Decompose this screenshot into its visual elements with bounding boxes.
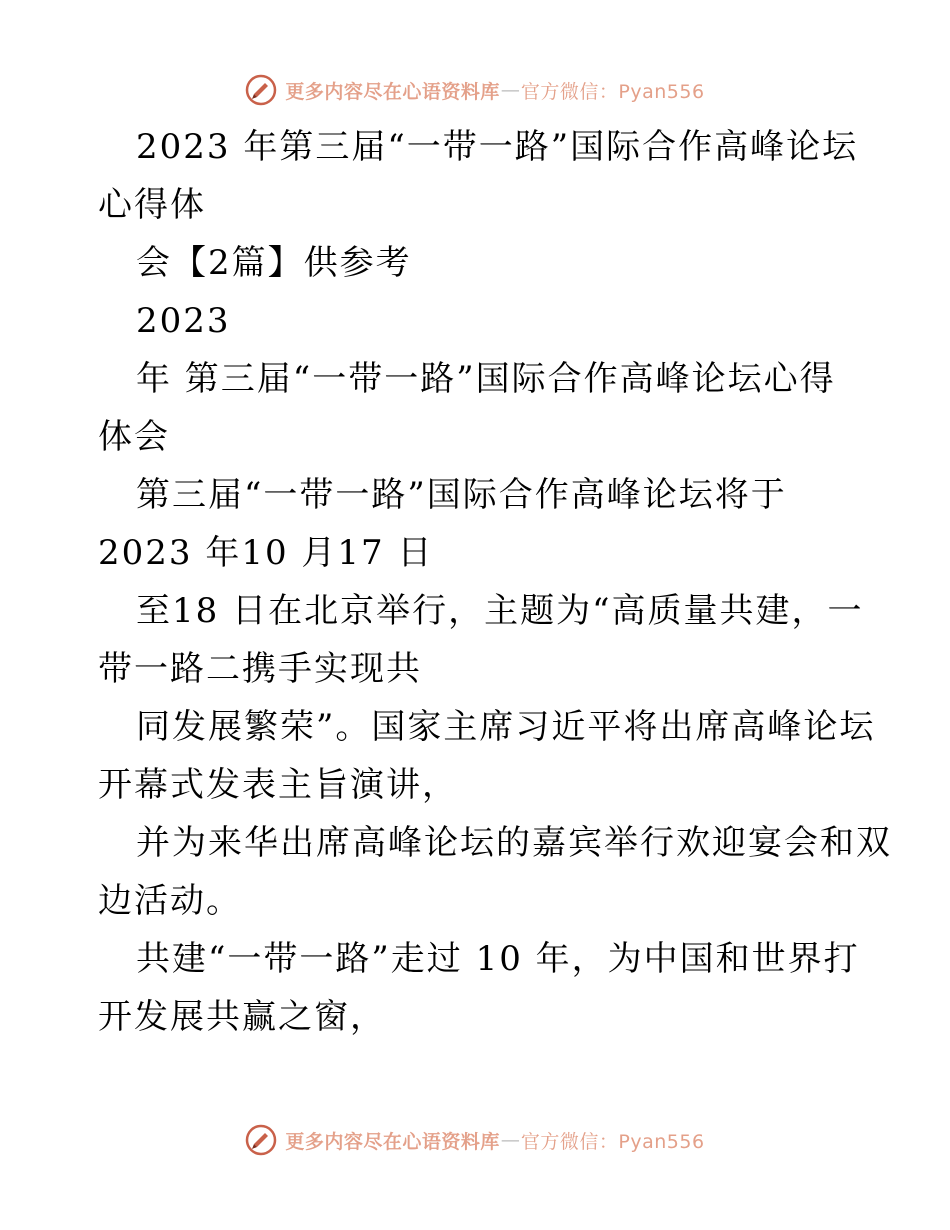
banner-wechat-text: 官方微信：Pyan556 [520, 1130, 705, 1153]
text-line: 2023 [136, 301, 231, 341]
text-line: 2023 年第三届“一带一路”国际合作高峰论坛 [136, 127, 859, 167]
text-line: 体会 [98, 417, 170, 457]
text-line: 第三届“一带一路”国际合作高峰论坛将于 [136, 475, 787, 515]
text-line: 开幕式发表主旨演讲， [98, 765, 458, 805]
text-line: 带一路二携手实现共 [98, 649, 422, 689]
brand-logo-icon [245, 1124, 277, 1156]
banner-wechat-text: 官方微信：Pyan556 [520, 80, 705, 103]
banner-site-text: 更多内容尽在心语资料库 [285, 80, 500, 103]
text-line: 至18 日在北京举行，主题为“高质量共建，一 [136, 591, 864, 631]
banner-dash: — [500, 1129, 520, 1151]
text-line: 开发展共赢之窗， [98, 997, 386, 1037]
text-line: 并为来华出席高峰论坛的嘉宾举行欢迎宴会和双 [136, 823, 892, 863]
header-watermark-banner [0, 70, 950, 110]
brand-logo-icon [245, 74, 277, 106]
text-line: 年 第三届“一带一路”国际合作高峰论坛心得 [136, 359, 836, 399]
text-line: 共建“一带一路”走过 10 年，为中国和世界打 [136, 939, 860, 979]
footer-watermark-banner [0, 1120, 950, 1160]
document-body [98, 118, 892, 1046]
text-line: 2023 年10 月17 日 [98, 533, 434, 573]
banner-site-text: 更多内容尽在心语资料库 [285, 1130, 500, 1153]
text-line: 心得体 [98, 185, 206, 225]
text-line: 边活动。 [98, 881, 242, 921]
text-line: 同发展繁荣”。国家主席习近平将出席高峰论坛 [136, 707, 876, 747]
banner-dash: — [500, 79, 520, 101]
text-line: 会【2篇】供参考 [136, 243, 412, 283]
